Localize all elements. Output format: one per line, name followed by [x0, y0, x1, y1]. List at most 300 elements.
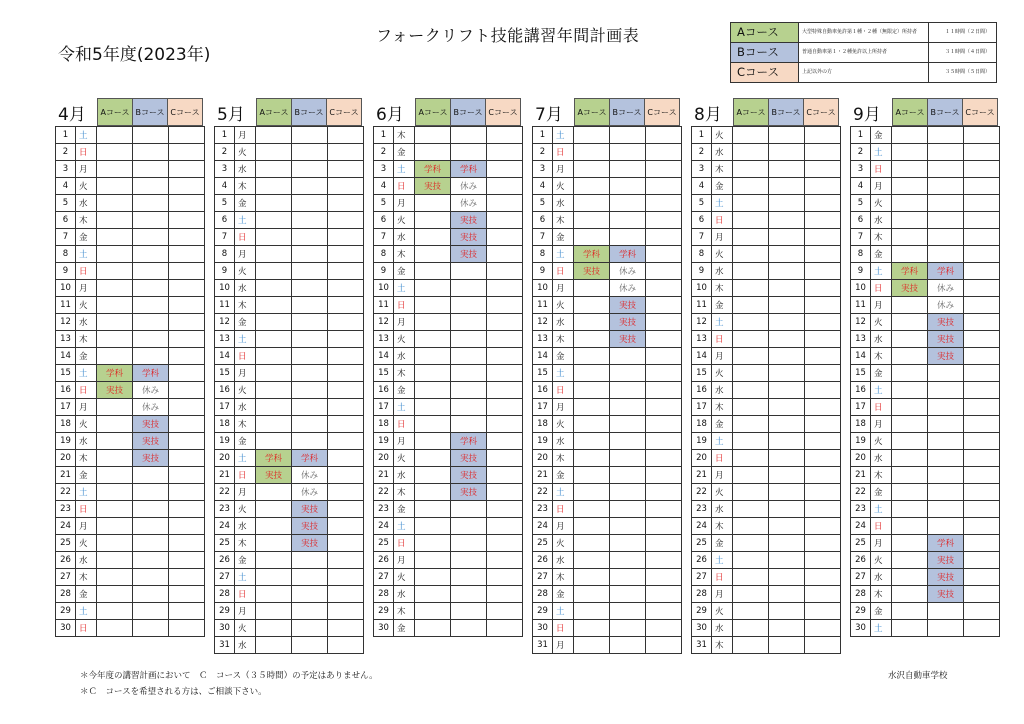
day-number: 12 — [851, 314, 871, 331]
course-b-cell — [928, 620, 964, 637]
day-number: 19 — [851, 433, 871, 450]
weekday: 土 — [712, 195, 733, 212]
weekday: 水 — [394, 229, 415, 246]
course-c-cell — [964, 416, 1000, 433]
day-row — [215, 620, 364, 637]
course-b-cell — [451, 518, 487, 535]
day-row — [851, 552, 1000, 569]
course-a-cell — [256, 246, 292, 263]
day-number: 3 — [215, 161, 235, 178]
course-c-cell — [646, 297, 682, 314]
course-b-cell — [292, 229, 328, 246]
weekday: 土 — [76, 484, 97, 501]
month-calendar — [373, 98, 522, 637]
weekday: 土 — [394, 161, 415, 178]
weekday: 月 — [235, 484, 256, 501]
course-b-cell — [610, 127, 646, 144]
course-c-cell — [646, 416, 682, 433]
day-row — [215, 433, 364, 450]
day-row — [533, 161, 682, 178]
weekday: 土 — [394, 280, 415, 297]
weekday: 木 — [712, 637, 733, 654]
course-b-cell — [769, 637, 805, 654]
course-c-cell — [646, 484, 682, 501]
course-a-cell — [415, 365, 451, 382]
weekday: 月 — [553, 637, 574, 654]
course-a-cell — [415, 348, 451, 365]
weekday: 金 — [76, 229, 97, 246]
day-row — [851, 433, 1000, 450]
day-row — [533, 484, 682, 501]
weekday: 火 — [712, 127, 733, 144]
day-row — [215, 569, 364, 586]
course-a-cell — [574, 637, 610, 654]
weekday: 月 — [871, 178, 892, 195]
month-name: 7月 — [535, 105, 563, 125]
day-row — [215, 348, 364, 365]
weekday: 日 — [394, 297, 415, 314]
weekday: 木 — [235, 297, 256, 314]
course-c-cell — [487, 569, 523, 586]
course-a-cell — [574, 382, 610, 399]
course-c-cell — [487, 603, 523, 620]
course-c-cell — [169, 535, 205, 552]
course-c-cell — [646, 144, 682, 161]
course-a-cell — [256, 212, 292, 229]
day-number: 10 — [374, 280, 394, 297]
day-row — [851, 450, 1000, 467]
day-number: 7 — [851, 229, 871, 246]
course-a-cell — [574, 450, 610, 467]
day-number: 20 — [374, 450, 394, 467]
day-row — [692, 365, 841, 382]
weekday: 土 — [235, 331, 256, 348]
course-b-session: 学科 — [610, 246, 646, 263]
weekday: 金 — [553, 467, 574, 484]
course-a-cell — [97, 246, 133, 263]
course-b-cell — [928, 399, 964, 416]
course-a-cell — [256, 195, 292, 212]
course-b-cell — [133, 280, 169, 297]
course-b-cell — [769, 144, 805, 161]
course-c-cell — [805, 586, 841, 603]
day-number: 27 — [692, 569, 712, 586]
course-a-cell — [256, 501, 292, 518]
day-row — [215, 399, 364, 416]
course-b-cell — [928, 178, 964, 195]
course-a-cell — [892, 399, 928, 416]
course-b-cell — [928, 450, 964, 467]
weekday: 金 — [394, 263, 415, 280]
day-number: 19 — [56, 433, 76, 450]
day-number: 9 — [374, 263, 394, 280]
day-row — [692, 195, 841, 212]
weekday: 土 — [553, 127, 574, 144]
course-c-header: Cコース — [962, 98, 998, 126]
weekday: 木 — [76, 569, 97, 586]
course-a-cell — [733, 331, 769, 348]
course-a-cell — [733, 637, 769, 654]
course-a-cell — [892, 365, 928, 382]
weekday: 火 — [76, 416, 97, 433]
course-b-cell — [292, 331, 328, 348]
course-b-cell — [133, 229, 169, 246]
course-c-cell — [487, 314, 523, 331]
day-row — [215, 365, 364, 382]
weekday: 木 — [712, 399, 733, 416]
day-number: 10 — [56, 280, 76, 297]
day-number: 4 — [692, 178, 712, 195]
weekday: 水 — [394, 586, 415, 603]
course-a-session: 学科 — [415, 161, 451, 178]
day-row — [851, 178, 1000, 195]
legend-course-desc: 大型特殊自動車免許第１種・２種（無限定）所持者 — [799, 23, 929, 43]
day-row — [692, 586, 841, 603]
day-number: 26 — [56, 552, 76, 569]
course-a-cell — [415, 246, 451, 263]
course-b-cell — [133, 127, 169, 144]
course-b-cell — [769, 331, 805, 348]
day-row — [215, 331, 364, 348]
course-a-cell — [97, 195, 133, 212]
course-a-cell — [415, 416, 451, 433]
course-a-cell — [97, 484, 133, 501]
day-row — [56, 382, 205, 399]
course-b-cell — [769, 229, 805, 246]
course-a-cell — [892, 433, 928, 450]
weekday: 木 — [76, 331, 97, 348]
day-number: 16 — [215, 382, 235, 399]
day-row — [533, 501, 682, 518]
day-number: 21 — [374, 467, 394, 484]
course-b-header: Bコース — [927, 98, 963, 126]
day-row — [692, 144, 841, 161]
day-number: 29 — [215, 603, 235, 620]
day-number: 18 — [692, 416, 712, 433]
weekday: 木 — [871, 586, 892, 603]
day-number: 16 — [56, 382, 76, 399]
weekday: 日 — [712, 331, 733, 348]
course-a-session: 学科 — [256, 450, 292, 467]
course-c-cell — [646, 552, 682, 569]
day-number: 5 — [215, 195, 235, 212]
weekday: 月 — [235, 365, 256, 382]
day-row — [533, 399, 682, 416]
day-number: 19 — [374, 433, 394, 450]
weekday: 金 — [553, 586, 574, 603]
day-number: 4 — [533, 178, 553, 195]
course-c-cell — [487, 263, 523, 280]
course-a-cell — [892, 450, 928, 467]
day-row — [56, 467, 205, 484]
course-b-cell — [610, 365, 646, 382]
day-number: 6 — [692, 212, 712, 229]
weekday: 日 — [235, 229, 256, 246]
course-c-cell — [487, 433, 523, 450]
day-number: 14 — [851, 348, 871, 365]
course-c-cell — [646, 535, 682, 552]
course-a-cell — [256, 603, 292, 620]
day-number: 24 — [374, 518, 394, 535]
course-a-cell — [256, 416, 292, 433]
course-b-session: 実技 — [451, 467, 487, 484]
course-c-cell — [487, 246, 523, 263]
day-number: 8 — [533, 246, 553, 263]
course-c-cell — [646, 314, 682, 331]
weekday: 水 — [235, 161, 256, 178]
weekday: 金 — [712, 178, 733, 195]
month-calendar — [850, 98, 999, 637]
course-c-cell — [805, 297, 841, 314]
course-b-session: 実技 — [292, 535, 328, 552]
day-number: 17 — [692, 399, 712, 416]
course-b-cell — [133, 467, 169, 484]
weekday: 水 — [235, 637, 256, 654]
day-number: 29 — [533, 603, 553, 620]
legend-course-hours: ３５時間（５日間） — [929, 63, 997, 83]
day-row — [533, 433, 682, 450]
weekday: 月 — [712, 467, 733, 484]
course-a-cell — [892, 586, 928, 603]
course-c-cell — [805, 212, 841, 229]
course-b-cell — [451, 297, 487, 314]
course-c-cell — [169, 127, 205, 144]
course-c-cell — [964, 382, 1000, 399]
course-c-cell — [169, 161, 205, 178]
course-c-cell — [328, 229, 364, 246]
course-b-cell — [451, 365, 487, 382]
day-number: 18 — [851, 416, 871, 433]
day-number: 11 — [692, 297, 712, 314]
day-number: 3 — [374, 161, 394, 178]
day-row — [56, 229, 205, 246]
weekday: 月 — [553, 399, 574, 416]
weekday: 月 — [553, 518, 574, 535]
course-a-cell — [256, 331, 292, 348]
day-number: 6 — [215, 212, 235, 229]
course-c-cell — [805, 416, 841, 433]
course-a-cell — [733, 297, 769, 314]
course-a-cell — [256, 569, 292, 586]
course-b-cell — [292, 552, 328, 569]
course-a-cell — [97, 280, 133, 297]
day-number: 24 — [215, 518, 235, 535]
weekday: 日 — [76, 501, 97, 518]
weekday: 火 — [76, 535, 97, 552]
day-row — [374, 195, 523, 212]
weekday: 火 — [235, 620, 256, 637]
course-c-cell — [328, 603, 364, 620]
course-c-cell — [646, 382, 682, 399]
course-a-header: Aコース — [574, 98, 610, 126]
weekday: 土 — [394, 518, 415, 535]
school-name: 水沢自動車学校 — [888, 671, 948, 681]
weekday: 水 — [235, 399, 256, 416]
course-b-cell — [769, 365, 805, 382]
course-c-cell — [646, 586, 682, 603]
course-b-session: 実技 — [610, 297, 646, 314]
course-c-cell — [487, 212, 523, 229]
day-number: 23 — [374, 501, 394, 518]
day-number: 28 — [533, 586, 553, 603]
course-a-cell — [415, 518, 451, 535]
course-c-cell — [487, 501, 523, 518]
course-c-cell — [328, 246, 364, 263]
day-number: 13 — [692, 331, 712, 348]
course-b-cell — [610, 399, 646, 416]
course-c-cell — [487, 280, 523, 297]
course-c-cell — [328, 314, 364, 331]
course-a-cell — [574, 535, 610, 552]
course-c-cell — [169, 280, 205, 297]
day-row — [56, 314, 205, 331]
course-a-cell — [415, 331, 451, 348]
course-a-cell — [574, 280, 610, 297]
day-number: 14 — [692, 348, 712, 365]
course-c-cell — [169, 518, 205, 535]
course-c-cell — [328, 263, 364, 280]
course-a-cell — [97, 620, 133, 637]
course-b-cell — [928, 212, 964, 229]
course-b-cell — [133, 178, 169, 195]
day-number: 8 — [374, 246, 394, 263]
course-c-cell — [964, 263, 1000, 280]
day-number: 7 — [215, 229, 235, 246]
course-b-session: 実技 — [928, 331, 964, 348]
course-b-cell — [451, 620, 487, 637]
course-b-cell — [292, 212, 328, 229]
day-number: 23 — [851, 501, 871, 518]
weekday: 日 — [76, 263, 97, 280]
day-number: 27 — [851, 569, 871, 586]
weekday: 日 — [76, 620, 97, 637]
weekday: 土 — [871, 620, 892, 637]
weekday: 土 — [871, 382, 892, 399]
course-a-cell — [415, 297, 451, 314]
course-c-cell — [646, 161, 682, 178]
day-row — [692, 382, 841, 399]
course-b-cell — [133, 535, 169, 552]
course-b-cell — [451, 586, 487, 603]
day-row — [374, 314, 523, 331]
day-row — [692, 348, 841, 365]
course-a-cell — [415, 450, 451, 467]
month-name: 6月 — [376, 105, 404, 125]
month-grid — [373, 126, 523, 637]
weekday: 土 — [76, 127, 97, 144]
day-number: 22 — [851, 484, 871, 501]
course-c-cell — [328, 195, 364, 212]
course-a-cell — [733, 416, 769, 433]
day-row — [533, 348, 682, 365]
day-number: 18 — [374, 416, 394, 433]
weekday: 土 — [712, 314, 733, 331]
course-b-cell — [451, 382, 487, 399]
day-number: 17 — [533, 399, 553, 416]
course-a-cell — [892, 569, 928, 586]
course-c-cell — [169, 399, 205, 416]
day-number: 30 — [692, 620, 712, 637]
day-row — [56, 297, 205, 314]
day-row — [692, 416, 841, 433]
weekday: 木 — [394, 603, 415, 620]
course-c-cell — [169, 382, 205, 399]
course-a-session: 学科 — [574, 246, 610, 263]
weekday: 火 — [712, 365, 733, 382]
course-a-cell — [892, 331, 928, 348]
day-row — [851, 297, 1000, 314]
course-c-cell — [169, 331, 205, 348]
course-a-cell — [97, 297, 133, 314]
legend-course-hours: ３１時間（４日間） — [929, 43, 997, 63]
course-b-session: 学科 — [451, 433, 487, 450]
day-row — [215, 127, 364, 144]
course-a-cell — [892, 297, 928, 314]
course-c-cell — [964, 195, 1000, 212]
course-a-cell — [415, 501, 451, 518]
course-a-cell — [415, 280, 451, 297]
day-number: 11 — [56, 297, 76, 314]
day-row — [533, 127, 682, 144]
course-a-cell — [256, 144, 292, 161]
document-title: フォークリフト技能講習年間計画表 — [376, 26, 640, 45]
day-row — [851, 127, 1000, 144]
weekday: 月 — [394, 433, 415, 450]
course-a-session: 実技 — [415, 178, 451, 195]
day-number: 14 — [374, 348, 394, 365]
day-row — [851, 348, 1000, 365]
course-a-cell — [415, 144, 451, 161]
course-c-cell — [328, 161, 364, 178]
day-number: 28 — [692, 586, 712, 603]
course-a-cell — [733, 535, 769, 552]
month-grid — [691, 126, 841, 654]
day-number: 10 — [215, 280, 235, 297]
month-header — [532, 98, 681, 126]
course-b-session: 実技 — [451, 212, 487, 229]
course-b-cell — [133, 501, 169, 518]
course-b-session: 休み — [451, 178, 487, 195]
day-number: 17 — [215, 399, 235, 416]
course-c-cell — [328, 569, 364, 586]
day-row — [692, 569, 841, 586]
course-a-cell — [574, 399, 610, 416]
course-c-cell — [646, 127, 682, 144]
day-number: 11 — [851, 297, 871, 314]
weekday: 火 — [394, 450, 415, 467]
day-number: 4 — [215, 178, 235, 195]
day-row — [215, 484, 364, 501]
course-b-cell — [769, 416, 805, 433]
day-row — [374, 144, 523, 161]
day-number: 7 — [533, 229, 553, 246]
weekday: 木 — [712, 518, 733, 535]
day-number: 14 — [533, 348, 553, 365]
course-a-cell — [97, 127, 133, 144]
course-c-header: Cコース — [485, 98, 521, 126]
month-grid — [850, 126, 1000, 637]
day-number: 21 — [692, 467, 712, 484]
day-row — [374, 416, 523, 433]
day-number: 10 — [533, 280, 553, 297]
course-c-cell — [328, 365, 364, 382]
day-number: 20 — [215, 450, 235, 467]
day-row — [533, 637, 682, 654]
day-number: 21 — [56, 467, 76, 484]
course-c-cell — [487, 620, 523, 637]
weekday: 火 — [712, 246, 733, 263]
course-c-cell — [328, 144, 364, 161]
